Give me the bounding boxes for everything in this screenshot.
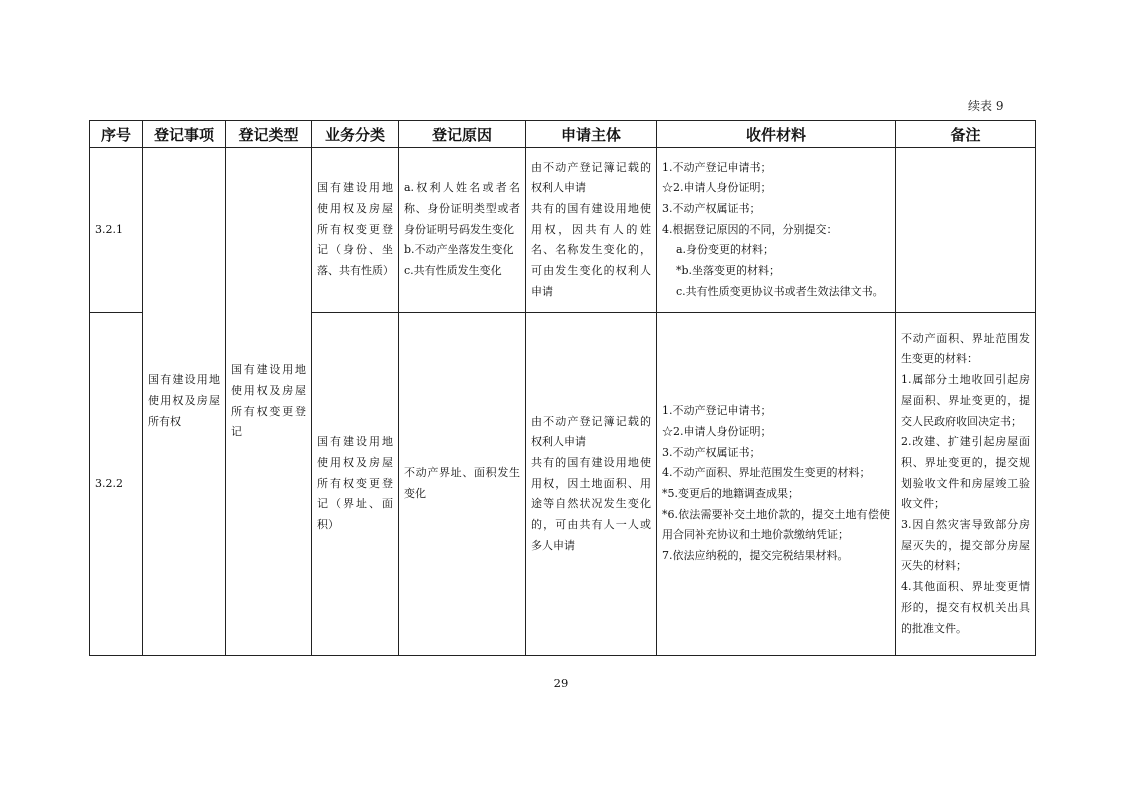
applicant-line: 由不动产登记簿记载的权利人申请 xyxy=(531,160,651,195)
registration-reason-cell xyxy=(399,313,526,656)
header-materials: 收件材料 xyxy=(657,121,896,148)
remarks-cell xyxy=(896,148,1036,313)
row-seq: 3.2.2 xyxy=(90,313,143,656)
material-line: *b.坐落变更的材料； xyxy=(676,264,781,278)
material-line: c.共有性质变更协议书或者生效法律文书。 xyxy=(676,284,884,298)
remark-line: 1.属部分土地收回引起房屋面积、界址变更的，提交人民政府收回决定书； xyxy=(901,373,1030,428)
table-header-row xyxy=(90,121,1036,148)
applicant-line: 共有的国有建设用地使用权，因土地面积、用途等自然状况发生变化的，可由共有人一人或多人申请 xyxy=(531,455,651,552)
applicant-line: 由不动产登记簿记载的权利人申请 xyxy=(531,414,651,449)
page-number: 29 xyxy=(553,676,569,690)
material-line: 1.不动产登记申请书； xyxy=(662,404,772,418)
remark-line: 不动产面积、界址范围发生变更的材料： xyxy=(901,331,1030,366)
applicant-cell xyxy=(526,148,657,313)
material-line: 7.依法应纳税的，提交完税结果材料。 xyxy=(662,549,849,563)
material-line: *6.依法需要补交土地价款的，提交土地有偿使用合同补充协议和土地价款缴纳凭证； xyxy=(662,507,890,542)
applicant-line: 共有的国有建设用地使用权，因共有人的姓名、名称发生变化的，可由发生变化的权利人申请 xyxy=(531,201,651,298)
header-remarks: 备注 xyxy=(896,121,1036,148)
material-line: 3.不动产权属证书； xyxy=(662,445,761,459)
material-line: 4.根据登记原因的不同，分别提交： xyxy=(662,222,838,236)
reason-line: a.权利人姓名或者名称、身份证明类型或者身份证明号码发生变化 xyxy=(404,181,520,236)
material-line: *5.变更后的地籍调查成果； xyxy=(662,487,799,500)
header-applicant: 申请主体 xyxy=(526,121,657,148)
material-line: ☆2.申请人身份证明； xyxy=(662,424,772,438)
materials-cell xyxy=(657,313,896,656)
registration-table xyxy=(89,120,1036,656)
header-registration-type: 登记类型 xyxy=(226,121,312,148)
remarks-cell xyxy=(896,313,1036,656)
remark-line: 4.其他面积、界址变更情形的，提交有权机关出具的批准文件。 xyxy=(901,580,1030,635)
remark-line: 2.改建、扩建引起房屋面积、界址变更的，提交规划验收文件和房屋竣工验收文件； xyxy=(901,435,1030,511)
material-line: 3.不动产权属证书； xyxy=(662,201,761,215)
reason-line: c.共有性质发生变化 xyxy=(404,264,502,278)
business-category-cell: 国有建设用地使用权及房屋所有权变更登记（身份、坐落、共有性质） xyxy=(312,148,399,313)
reason-line: 不动产界址、面积发生变化 xyxy=(404,466,520,500)
business-category-cell: 国有建设用地使用权及房屋所有权变更登记（界址、面积） xyxy=(312,313,399,656)
registration-reason-cell xyxy=(399,148,526,313)
material-line: a.身份变更的材料； xyxy=(676,243,775,257)
material-line: ☆2.申请人身份证明； xyxy=(662,181,772,195)
material-line: 4.不动产面积、界址范围发生变更的材料； xyxy=(662,466,871,480)
header-seq: 序号 xyxy=(90,121,143,148)
registration-type-cell: 国有建设用地使用权及房屋所有权变更登记 xyxy=(226,148,312,656)
row-seq: 3.2.1 xyxy=(90,148,143,313)
reason-line: b.不动产坐落发生变化 xyxy=(404,243,514,257)
materials-cell xyxy=(657,148,896,313)
registration-item-cell: 国有建设用地使用权及房屋所有权 xyxy=(143,148,226,656)
applicant-cell xyxy=(526,313,657,656)
continued-table-label: 续表 9 xyxy=(968,99,1004,113)
table-row xyxy=(90,148,1036,313)
header-business-category: 业务分类 xyxy=(312,121,399,148)
header-registration-item: 登记事项 xyxy=(143,121,226,148)
remark-line: 3.因自然灾害导致部分房屋灭失的，提交部分房屋灭失的材料； xyxy=(901,518,1030,573)
header-registration-reason: 登记原因 xyxy=(399,121,526,148)
material-line: 1.不动产登记申请书； xyxy=(662,160,772,174)
